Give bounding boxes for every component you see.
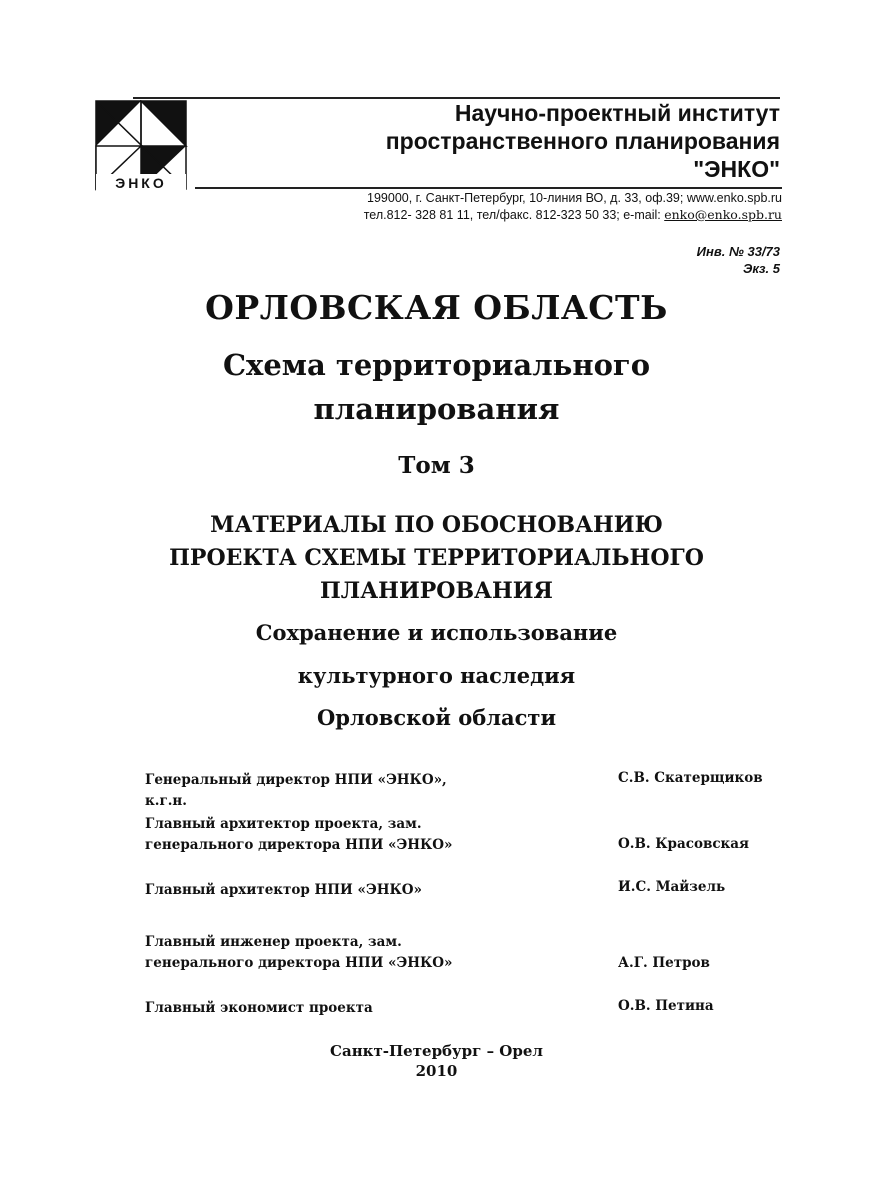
signature-role (145, 932, 525, 974)
signature-role-line: Главный архитектор НПИ «ЭНКО» (145, 882, 422, 898)
materials-title-line1: МАТЕРИАЛЫ ПО ОБОСНОВАНИЮ (210, 512, 663, 538)
address-line: 199000, г. Санкт-Петербург, 10-линия ВО, д. 33, оф.39; www.enko.spb.ru (367, 191, 782, 205)
signature-role (145, 770, 525, 812)
institute-name-line3: "ЭНКО" (693, 156, 780, 182)
email-link[interactable]: enko@enko.spb.ru (664, 207, 782, 222)
signature-role-line: к.г.н. (145, 793, 188, 809)
theme-title-line2: культурного наследия (297, 663, 576, 688)
scheme-title-line2: планирования (313, 392, 560, 426)
signature-name: А.Г. Петров (618, 955, 710, 971)
signature-role (145, 998, 525, 1019)
signature-name: И.С. Майзель (618, 879, 726, 895)
signature-role (145, 814, 525, 856)
theme-title-line1: Сохранение и использование (255, 620, 618, 645)
institute-name-line1: Научно-проектный институт (454, 100, 780, 126)
signature-name: О.В. Красовская (618, 836, 750, 852)
enko-logo (95, 100, 191, 194)
signature-role-line: генерального директора НПИ «ЭНКО» (145, 955, 453, 971)
scheme-title-line1: Схема территориального (222, 348, 651, 382)
signature-role (145, 880, 525, 901)
signature-role-line: Главный архитектор проекта, зам. (145, 816, 422, 832)
materials-title-line3: ПЛАНИРОВАНИЯ (320, 578, 553, 604)
copy-number: Экз. 5 (742, 261, 780, 276)
phone-text: тел.812- 328 81 11, тел/факс. 812-323 50 33; e-mail: (363, 208, 665, 222)
signature-role-line: Главный экономист проекта (145, 1000, 373, 1016)
footer-city: Санкт-Петербург – Орел (330, 1042, 543, 1060)
signature-role-line: Генеральный директор НПИ «ЭНКО», (145, 772, 447, 788)
footer-year: 2010 (415, 1062, 458, 1080)
volume-title: Том 3 (398, 452, 475, 479)
signature-role-line: генерального директора НПИ «ЭНКО» (145, 837, 453, 853)
contacts-line (260, 206, 782, 224)
materials-title-line2: ПРОЕКТА СХЕМЫ ТЕРРИТОРИАЛЬНОГО (169, 545, 704, 571)
signature-role-line: Главный инженер проекта, зам. (145, 934, 402, 950)
inventory-number: Инв. № 33/73 (696, 244, 780, 259)
header-mid-rule (195, 187, 782, 189)
theme-title-line3: Орловской области (316, 705, 557, 730)
signature-name: О.В. Петина (618, 998, 714, 1014)
institute-name-line2: пространственного планирования (385, 128, 780, 154)
logo-text: ЭНКО (115, 175, 167, 191)
signature-name: С.В. Скатерщиков (618, 770, 763, 786)
region-title: ОРЛОВСКАЯ ОБЛАСТЬ (205, 288, 668, 327)
